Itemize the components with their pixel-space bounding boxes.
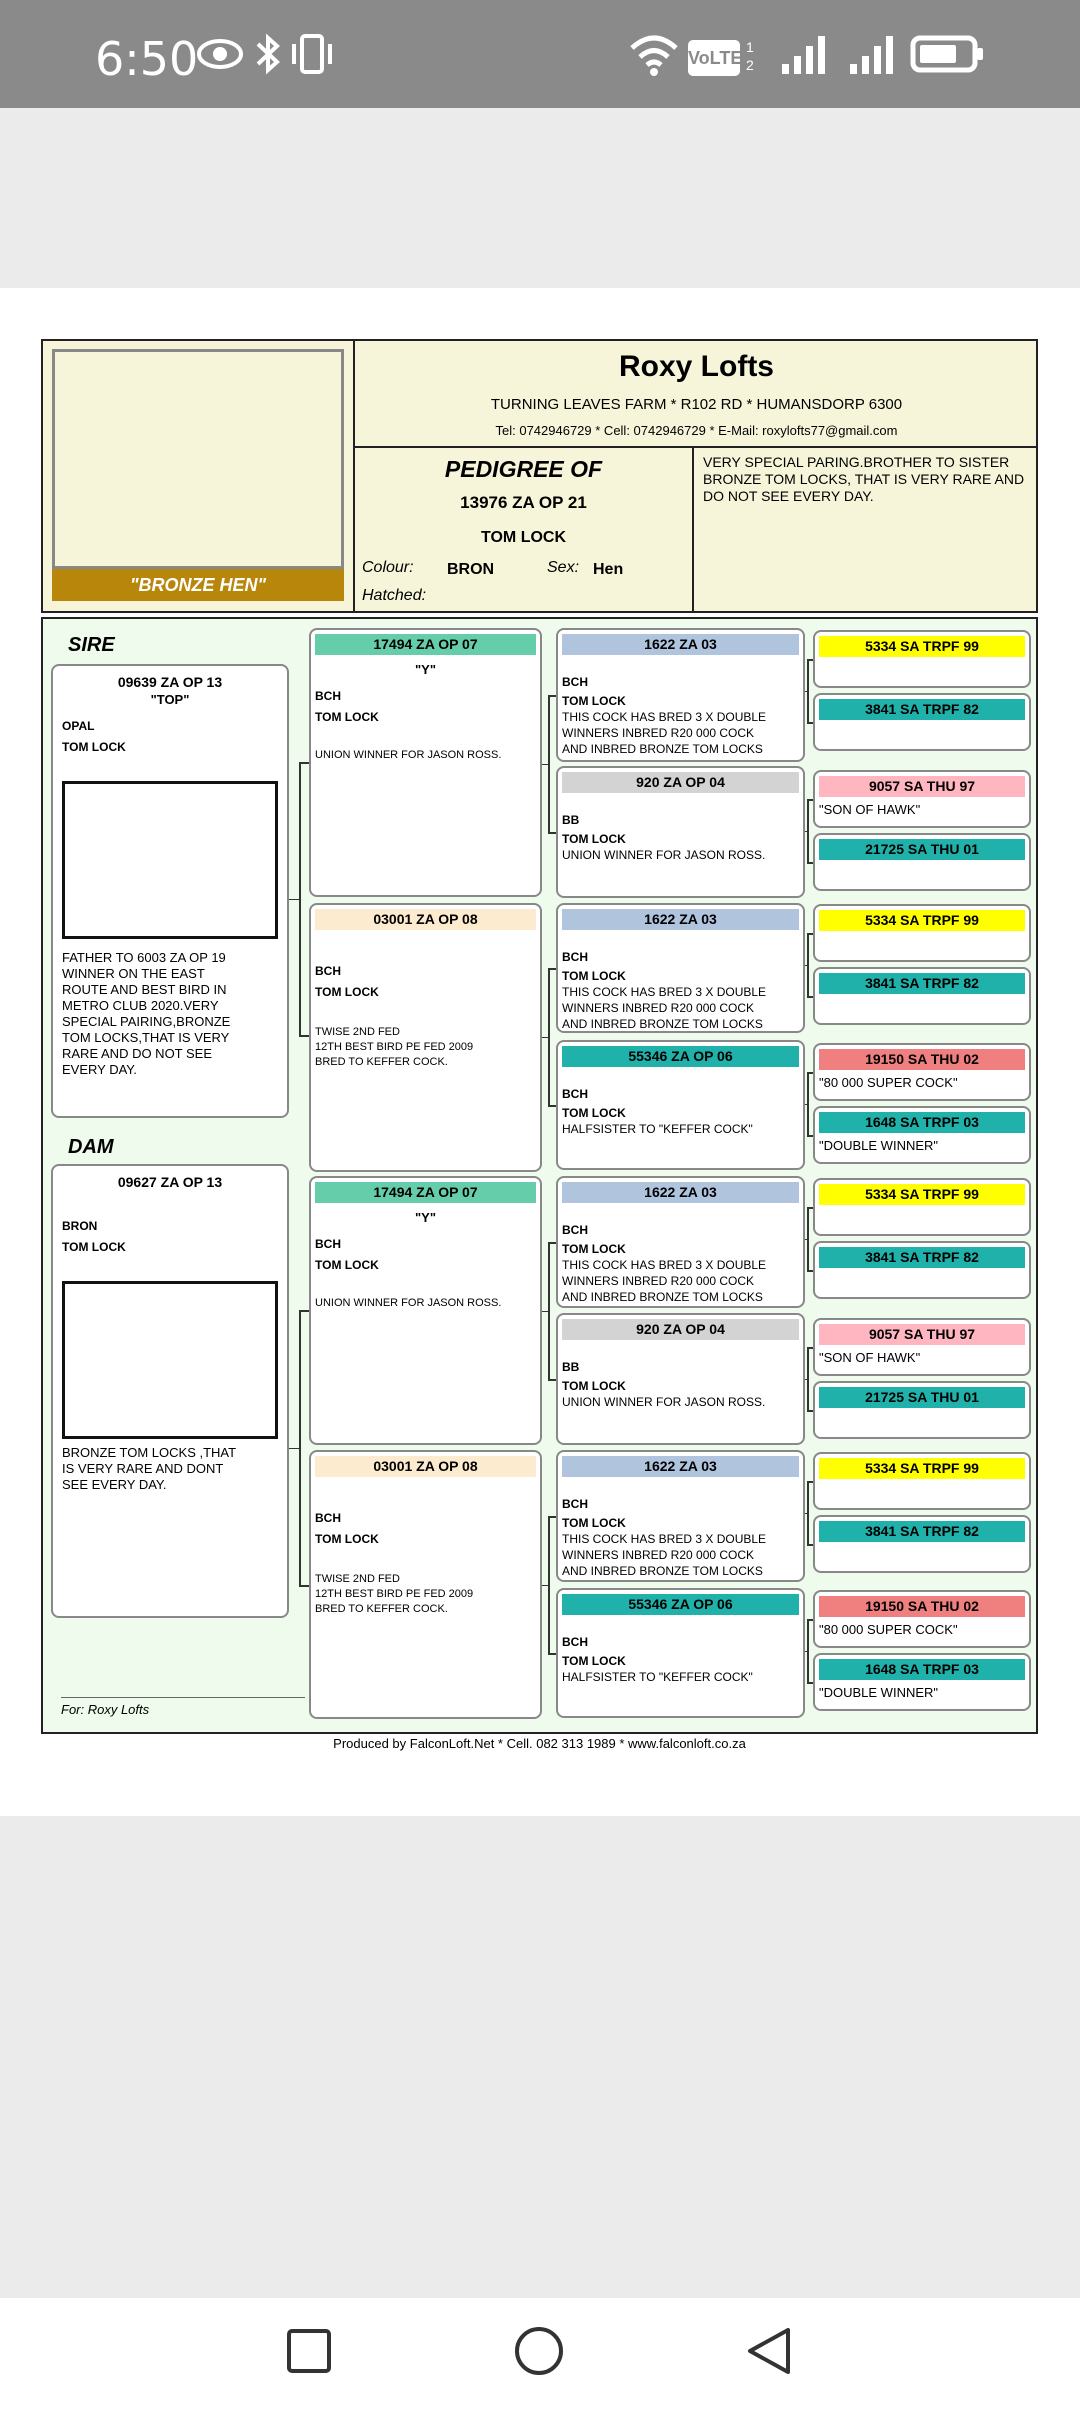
gen3-6-card [556,1450,805,1582]
g2a-bracket-m [542,764,548,766]
pedigree-remarks: VERY SPECIAL PARING.BROTHER TO SISTER BRONZE TOM LOCKS, THAT IS VERY RARE AND DO NOT SEE EVERY DAY. [703,454,1025,504]
g2d-bracket-b [548,1653,556,1655]
dam-strain: TOM LOCK [62,1240,126,1254]
bird-photo [52,349,344,569]
gen4-7-note: "DOUBLE WINNER" [819,1138,939,1153]
gen3-4-card [556,1176,805,1308]
sire-ring: 09639 ZA OP 13 [117,674,223,690]
dam-title: DAM [68,1136,114,1158]
recent-apps-icon[interactable] [286,2328,332,2374]
gen3-2-ring: 1622 ZA 03 [562,909,799,930]
gen4-2-note: "SON OF HAWK" [819,802,921,817]
g3-bracket-3-v [807,1072,809,1135]
dam-card [51,1164,289,1618]
gen4-7-card [813,1106,1031,1164]
header-divider-vertical [692,446,694,613]
g3-bracket-1-b [807,862,813,864]
g3-bracket-5-t [807,1347,813,1349]
g3-bracket-1-t [807,799,813,801]
gen3-1-colour: BB [562,813,580,827]
dam-bracket-b [299,1585,309,1587]
sire-photo [62,781,278,939]
gen3-2-colour: BCH [562,950,588,964]
sire-dam-ring: 03001 ZA OP 08 [315,909,536,930]
dam-dam-card [309,1450,542,1719]
gen3-2-card [556,903,805,1033]
sex-value: Hen [593,561,624,578]
dam-sire-notes: UNION WINNER FOR JASON ROSS. [315,1297,502,1309]
sire-dam-colour: BCH [315,964,341,978]
gen3-6-notes: THIS COCK HAS BRED 3 X DOUBLE WINNERS INBRED R20 000 COCK AND INBRED BRONZE TOM LOCKS [562,1532,767,1578]
dam-sire-strain: TOM LOCK [315,1258,379,1272]
g3-bracket-7-t [807,1619,813,1621]
gen3-0-ring: 1622 ZA 03 [562,634,799,655]
photo-panel [41,339,355,613]
gen4-14-ring: 19150 SA THU 02 [819,1596,1025,1617]
sire-sire-nick: "Y" [415,662,436,677]
g3-bracket-3-b [807,1135,813,1137]
sire-bracket-v [299,762,301,1035]
bluetooth-icon [253,30,283,78]
gen4-12-ring: 5334 SA TRPF 99 [819,1458,1025,1479]
dam-bracket-m [289,1448,299,1450]
gen3-7-notes: HALFSISTER TO "KEFFER COCK" [562,1670,753,1684]
gen3-0-strain: TOM LOCK [562,694,626,708]
gen3-4-ring: 1622 ZA 03 [562,1182,799,1203]
gen4-8-ring: 5334 SA TRPF 99 [819,1184,1025,1205]
gen4-10-note: "SON OF HAWK" [819,1350,921,1365]
sim-indicator: 1 2 [746,39,754,73]
dam-dam-strain: TOM LOCK [315,1532,379,1546]
g2b-bracket-b [548,1105,556,1107]
gen4-5-card [813,967,1031,1025]
sire-strain: TOM LOCK [62,740,126,754]
g3-bracket-2-m [805,965,807,967]
sire-sire-colour: BCH [315,689,341,703]
gen3-7-strain: TOM LOCK [562,1654,626,1668]
g3-bracket-4-v [807,1207,809,1270]
sire-bracket-m [289,899,299,901]
gen4-10-ring: 9057 SA THU 97 [819,1324,1025,1345]
gen4-15-ring: 1648 SA TRPF 03 [819,1659,1025,1680]
gen4-13-card [813,1515,1031,1573]
gen3-0-colour: BCH [562,675,588,689]
g2c-bracket-v [548,1242,550,1379]
loft-name: Roxy Lofts [618,350,774,383]
gen4-0-ring: 5334 SA TRPF 99 [819,636,1025,657]
gen4-1-card [813,693,1031,751]
g2b-bracket-t [548,968,556,970]
dam-colour: BRON [62,1219,98,1233]
gen3-7-card [556,1588,805,1718]
g3-bracket-7-b [807,1682,813,1684]
gen4-3-ring: 21725 SA THU 01 [819,839,1025,860]
colour-value: BRON [447,561,495,578]
g3-bracket-0-t [807,659,813,661]
dam-dam-ring: 03001 ZA OP 08 [315,1456,536,1477]
gen4-9-card [813,1241,1031,1299]
g3-bracket-5-v [807,1347,809,1410]
g2d-bracket-v [548,1516,550,1653]
g3-bracket-6-b [807,1544,813,1546]
dam-ring: 09627 ZA OP 13 [117,1174,223,1190]
gen3-5-ring: 920 ZA OP 04 [562,1319,799,1340]
gen4-13-ring: 3841 SA TRPF 82 [819,1521,1025,1542]
g2b-bracket-v [548,968,550,1105]
dam-bracket-v [299,1310,301,1585]
dam-sire-colour: BCH [315,1237,341,1251]
g2a-bracket-t [548,695,556,697]
g3-bracket-4-m [805,1239,807,1241]
gen3-0-card [556,628,805,762]
gen4-6-note: "80 000 SUPER COCK" [819,1075,958,1090]
sire-dam-card [309,903,542,1172]
gen4-2-ring: 9057 SA THU 97 [819,776,1025,797]
gen4-6-ring: 19150 SA THU 02 [819,1049,1025,1070]
gen4-7-ring: 1648 SA TRPF 03 [819,1112,1025,1133]
gen4-6-card [813,1043,1031,1101]
gen3-2-strain: TOM LOCK [562,969,626,983]
dam-dam-notes: TWISE 2ND FED 12TH BEST BIRD PE FED 2009 BRED TO KEFFER COCK. [315,1573,474,1615]
g3-bracket-6-t [807,1481,813,1483]
dam-sire-card [309,1176,542,1445]
sire-sire-notes: UNION WINNER FOR JASON ROSS. [315,749,502,761]
g3-bracket-6-m [805,1513,807,1515]
g3-bracket-3-m [805,1104,807,1106]
g3-bracket-0-v [807,659,809,722]
footer-signature-line [61,1697,305,1698]
sire-sire-ring: 17494 ZA OP 07 [315,634,536,655]
header-divider [355,446,1038,448]
gen3-3-card [556,1040,805,1170]
home-icon[interactable] [513,2325,565,2377]
gen4-14-note: "80 000 SUPER COCK" [819,1622,958,1637]
g3-bracket-7-m [805,1651,807,1653]
g2a-bracket-v [548,695,550,832]
gen3-7-colour: BCH [562,1635,588,1649]
gen3-3-colour: BCH [562,1087,588,1101]
eye-icon [196,30,244,78]
footer-for: For: Roxy Lofts [61,1702,150,1717]
gen4-14-card [813,1590,1031,1648]
pedigree-title: PEDIGREE OF [444,456,603,482]
gen4-1-ring: 3841 SA TRPF 82 [819,699,1025,720]
sire-card [51,664,289,1118]
dam-sire-ring: 17494 ZA OP 07 [315,1182,536,1203]
g3-bracket-4-b [807,1270,813,1272]
g3-bracket-6-v [807,1481,809,1544]
g3-bracket-4-t [807,1207,813,1209]
vibrate-icon [288,30,336,78]
clock: 6:50 [95,32,199,86]
status-bar [0,0,1080,108]
gen3-3-strain: TOM LOCK [562,1106,626,1120]
gen3-6-colour: BCH [562,1497,588,1511]
gen3-4-strain: TOM LOCK [562,1242,626,1256]
sire-bracket-t [299,762,309,764]
gen3-5-colour: BB [562,1360,580,1374]
gen4-3-card [813,833,1031,891]
g2d-bracket-t [548,1516,556,1518]
gen4-5-ring: 3841 SA TRPF 82 [819,973,1025,994]
bird-name: TOM LOCK [480,529,567,546]
gen3-1-card [556,766,805,898]
sire-sire-card [309,628,542,897]
g3-bracket-1-v [807,799,809,862]
gen4-11-card [813,1381,1031,1439]
gen3-5-card [556,1313,805,1445]
sex-label: Sex: [547,559,580,576]
wifi-icon [628,30,680,78]
g2b-bracket-m [542,1037,548,1039]
dam-notes: BRONZE TOM LOCKS ,THAT IS VERY RARE AND DONT SEE EVERY DAY. [62,1445,237,1492]
g3-bracket-2-b [807,996,813,998]
gen3-6-strain: TOM LOCK [562,1516,626,1530]
hatched-label: Hatched: [362,587,427,604]
volte-badge: VoLTE [688,40,740,76]
gen4-2-card [813,770,1031,828]
gen4-8-card [813,1178,1031,1236]
dam-sire-nick: "Y" [415,1210,436,1225]
g2d-bracket-m [542,1585,548,1587]
g3-bracket-2-v [807,933,809,996]
gen4-15-card [813,1653,1031,1711]
gen3-1-ring: 920 ZA OP 04 [562,772,799,793]
dam-photo [62,1281,278,1439]
gen3-5-notes: UNION WINNER FOR JASON ROSS. [562,1395,766,1409]
gen3-6-ring: 1622 ZA 03 [562,1456,799,1477]
sire-bracket-b [299,1035,309,1037]
gen4-9-ring: 3841 SA TRPF 82 [819,1247,1025,1268]
dam-dam-colour: BCH [315,1511,341,1525]
sire-title: SIRE [68,634,115,656]
loft-address: TURNING LEAVES FARM * R102 RD * HUMANSDORP 6300 [490,396,903,413]
g3-bracket-0-m [805,691,807,693]
gen4-10-card [813,1318,1031,1376]
navigation-bar [0,2298,1080,2412]
back-icon[interactable] [746,2326,792,2376]
loft-contact: Tel: 0742946729 * Cell: 0742946729 * E-Mail: roxylofts77@gmail.com [495,423,898,438]
signal-icon [780,30,830,78]
gen3-7-ring: 55346 ZA OP 06 [562,1594,799,1615]
bird-ring-number: 13976 ZA OP 21 [460,493,587,512]
sire-nick: "TOP" [150,692,190,707]
footer-produced-by: Produced by FalconLoft.Net * Cell. 082 313 1989 * www.falconloft.co.za [333,1736,746,1751]
g3-bracket-5-m [805,1379,807,1381]
gen3-4-notes: THIS COCK HAS BRED 3 X DOUBLE WINNERS INBRED R20 000 COCK AND INBRED BRONZE TOM LOCKS [562,1258,767,1304]
gen4-4-card [813,904,1031,962]
sire-sire-strain: TOM LOCK [315,710,379,724]
colour-label: Colour: [362,559,414,576]
g2c-bracket-b [548,1379,556,1381]
signal-2-icon [848,30,898,78]
gen3-1-notes: UNION WINNER FOR JASON ROSS. [562,848,766,862]
gen3-3-notes: HALFSISTER TO "KEFFER COCK" [562,1122,753,1136]
gen3-4-colour: BCH [562,1223,588,1237]
gen4-15-note: "DOUBLE WINNER" [819,1685,939,1700]
gen4-0-card [813,630,1031,688]
gen3-0-notes: THIS COCK HAS BRED 3 X DOUBLE WINNERS INBRED R20 000 COCK AND INBRED BRONZE TOM LOCKS [562,710,767,756]
gen4-4-ring: 5334 SA TRPF 99 [819,910,1025,931]
sire-dam-strain: TOM LOCK [315,985,379,999]
gen4-11-ring: 21725 SA THU 01 [819,1387,1025,1408]
gen3-5-strain: TOM LOCK [562,1379,626,1393]
g3-bracket-2-t [807,933,813,935]
g2c-bracket-t [548,1242,556,1244]
sire-dam-notes: TWISE 2ND FED 12TH BEST BIRD PE FED 2009 BRED TO KEFFER COCK. [315,1026,474,1068]
gen3-2-notes: THIS COCK HAS BRED 3 X DOUBLE WINNERS INBRED R20 000 COCK AND INBRED BRONZE TOM LOCKS [562,985,767,1031]
sire-colour: OPAL [62,719,95,733]
g2a-bracket-b [548,832,556,834]
sire-notes: FATHER TO 6003 ZA OP 19 WINNER ON THE EAST ROUTE AND BEST BIRD IN METRO CLUB 2020.VERY SPECIAL PAIRING,BRONZE TOM LOCKS,THAT IS VERY RARE AND DO NOT SEE EVERY DAY. [62,950,231,1077]
bird-photo-label: "BRONZE HEN" [52,569,344,601]
g3-bracket-0-b [807,722,813,724]
dam-bracket-t [299,1310,309,1312]
g3-bracket-5-b [807,1410,813,1412]
g3-bracket-3-t [807,1072,813,1074]
gen3-3-ring: 55346 ZA OP 06 [562,1046,799,1067]
battery-icon [910,30,986,78]
g3-bracket-1-m [805,831,807,833]
gen4-12-card [813,1452,1031,1510]
g2c-bracket-m [542,1311,548,1313]
gen3-1-strain: TOM LOCK [562,832,626,846]
g3-bracket-7-v [807,1619,809,1682]
